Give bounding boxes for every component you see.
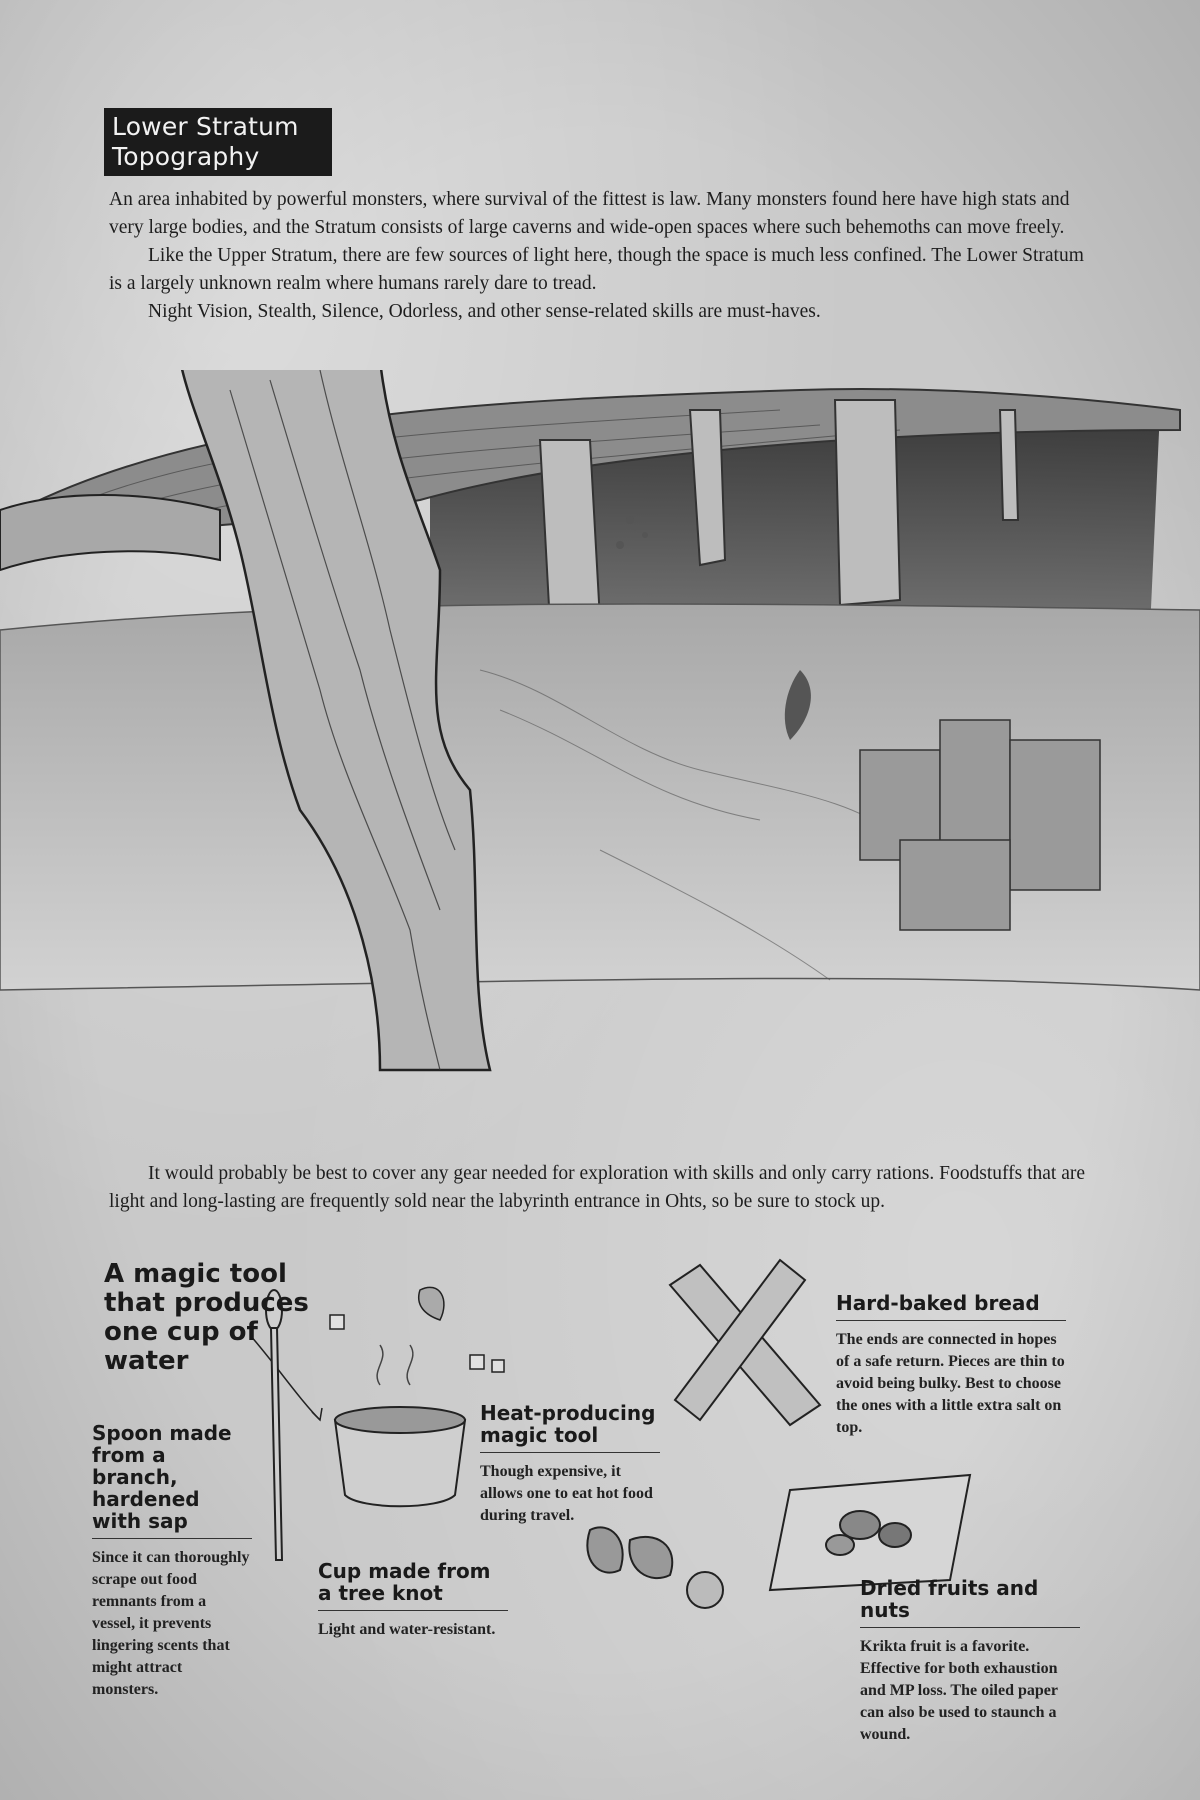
spoon-title: Spoon made from a branch, hardened with sap	[92, 1422, 252, 1539]
dried-body: Krikta fruit is a favorite. Effective for both exhaustion and MP loss. The oiled paper can also be used to staunch a wound.	[860, 1638, 1058, 1743]
intro-paragraph-1: An area inhabited by powerful monsters, where survival of the fittest is law. Many monsters found here have high stats and very large bodies, and the Stratum consists of large caverns and wide-open spaces where such behemoths can move freely.	[109, 189, 1070, 238]
heat-tool-note	[480, 1402, 660, 1527]
cup-note	[318, 1560, 508, 1641]
dried-note	[860, 1577, 1080, 1746]
cup-title: Cup made from a tree knot	[318, 1560, 508, 1611]
spoon-body: Since it can thoroughly scrape out food remnants from a vessel, it prevents lingering scents that might attract monsters.	[92, 1549, 250, 1698]
gear-paragraph: It would probably be best to cover any gear needed for exploration with skills and only carry rations. Foodstuffs that are light and long-lasting are frequently sold near the labyrinth entrance in Ohts, so be sure to stock up.	[109, 1163, 1086, 1212]
heat-tool-body: Though expensive, it allows one to eat hot food during travel.	[480, 1463, 653, 1524]
bread-body: The ends are connected in hopes of a safe return. Pieces are thin to avoid being bulky. Best to choose the ones with a little extra salt on top.	[836, 1331, 1065, 1436]
cup-body: Light and water-resistant.	[318, 1621, 496, 1638]
bread-sketch	[670, 1260, 820, 1425]
krikta-fruit-sketch	[587, 1527, 723, 1608]
bread-note	[836, 1292, 1066, 1439]
heat-tool-pot-sketch	[335, 1407, 465, 1506]
spoon-note	[92, 1422, 252, 1701]
magic-water-label: A magic tool that produces one cup of water	[104, 1259, 309, 1376]
cavern-illustration	[0, 370, 1200, 1140]
intro-paragraph-3: Night Vision, Stealth, Silence, Odorless, and other sense-related skills are must-haves.	[148, 301, 821, 322]
bread-title: Hard-baked bread	[836, 1292, 1066, 1321]
intro-text	[109, 186, 1089, 326]
intro-paragraph-2: Like the Upper Stratum, there are few sources of light here, though the space is much less confined. The Lower Stratum is a largely unknown realm where humans rarely dare to tread.	[109, 245, 1084, 294]
dried-fruits-sketch	[770, 1475, 970, 1590]
heat-tool-title: Heat-producing magic tool	[480, 1402, 660, 1453]
page-title: Lower Stratum Topography	[104, 108, 332, 176]
dried-title: Dried fruits and nuts	[860, 1577, 1080, 1628]
